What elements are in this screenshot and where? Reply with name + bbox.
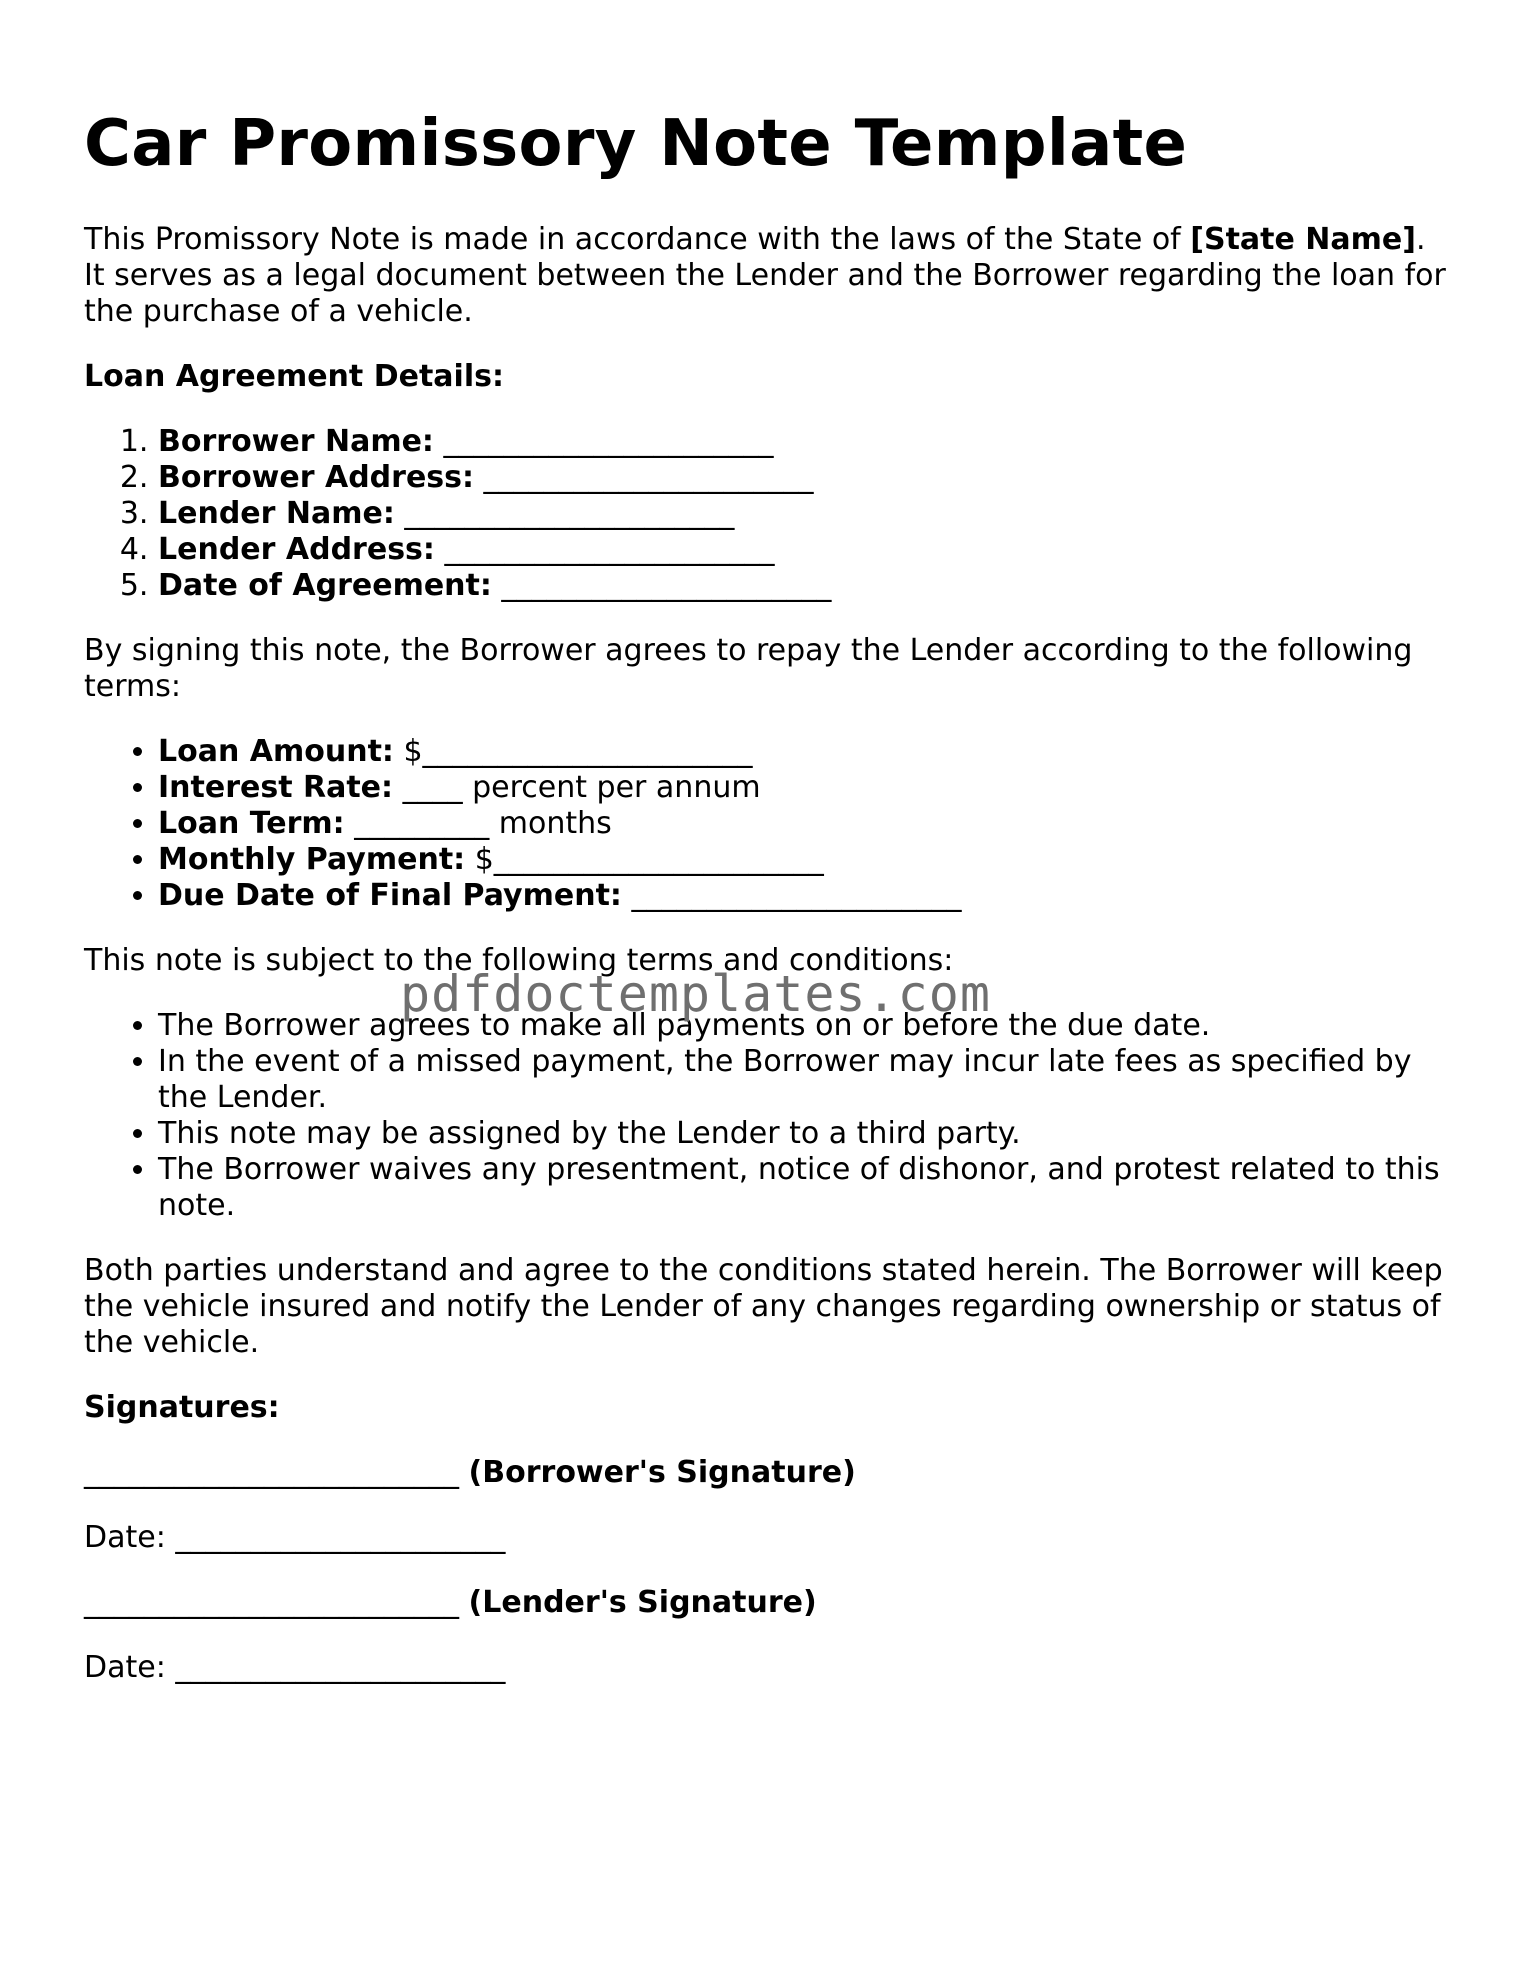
lender-signature-row bbox=[84, 1585, 1454, 1621]
loan-term-item bbox=[158, 770, 1454, 806]
loan-term-value: ____ percent per annum bbox=[402, 770, 761, 805]
lender-date-label: Date: bbox=[84, 1650, 166, 1685]
intro-text-1: This Promissory Note is made in accordance with the laws of the State of bbox=[84, 222, 1191, 257]
loan-term-value: ______________________ bbox=[631, 878, 962, 913]
condition-item: • The Borrower waives any presentment, notice of dishonor, and protest related to this note. bbox=[158, 1152, 1454, 1224]
document-title: Car Promissory Note Template bbox=[84, 107, 1188, 181]
loan-details-list bbox=[84, 424, 1454, 604]
conditions-list bbox=[84, 1008, 1454, 1224]
borrower-signature-label: (Borrower's Signature) bbox=[468, 1455, 856, 1490]
loan-detail-label: Borrower Name: bbox=[158, 424, 434, 459]
loan-detail-label: Date of Agreement: bbox=[158, 568, 492, 603]
loan-term-value: $______________________ bbox=[474, 842, 824, 877]
condition-item: • This note may be assigned by the Lender to a third party. bbox=[158, 1116, 1454, 1152]
repay-intro: By signing this note, the Borrower agrees to repay the Lender according to the following terms: bbox=[84, 633, 1413, 704]
loan-detail-blank: ______________________ bbox=[404, 496, 735, 531]
loan-detail-label: Borrower Address: bbox=[158, 460, 474, 495]
document-page bbox=[84, 104, 1454, 1686]
loan-term-value: _________ months bbox=[354, 806, 612, 841]
loan-detail-item bbox=[158, 532, 1454, 568]
intro-text-2: . It serves as a legal document between the Lender and the Borrower regarding the loan for the purchase of a vehicle. bbox=[84, 222, 1446, 329]
loan-detail-blank: ______________________ bbox=[501, 568, 832, 603]
loan-detail-blank: ______________________ bbox=[443, 424, 774, 459]
lender-signature-line: _________________________ bbox=[84, 1585, 459, 1620]
borrower-date-blank: ______________________ bbox=[175, 1520, 506, 1555]
condition-item: • The Borrower agrees to make all payments on or before the due date. bbox=[158, 1008, 1454, 1044]
lender-date-row bbox=[84, 1650, 1454, 1686]
condition-item: • In the event of a missed payment, the Borrower may incur late fees as specified by the Lender. bbox=[158, 1044, 1454, 1116]
loan-details-heading: Loan Agreement Details: bbox=[84, 359, 504, 394]
loan-detail-blank: ______________________ bbox=[483, 460, 814, 495]
signatures-heading: Signatures: bbox=[84, 1390, 280, 1425]
borrower-signature-line: _________________________ bbox=[84, 1455, 459, 1490]
loan-detail-label: Lender Name: bbox=[158, 496, 395, 531]
loan-term-item bbox=[158, 878, 1454, 914]
loan-term-value: $______________________ bbox=[403, 734, 753, 769]
loan-detail-blank: ______________________ bbox=[444, 532, 775, 567]
closing-paragraph: Both parties understand and agree to the conditions stated herein. The Borrower will keep the vehicle insured and notify the Lender of any changes regarding ownership or status of the vehicle. bbox=[84, 1253, 1443, 1360]
loan-detail-label: Lender Address: bbox=[158, 532, 435, 567]
loan-term-label: Monthly Payment: bbox=[158, 842, 466, 877]
loan-terms-list bbox=[84, 734, 1454, 914]
lender-date-blank: ______________________ bbox=[175, 1650, 506, 1685]
loan-term-item bbox=[158, 842, 1454, 878]
loan-detail-item bbox=[158, 496, 1454, 532]
watermark-text: pdfdoctemplates.com bbox=[400, 965, 991, 1023]
lender-signature-label: (Lender's Signature) bbox=[468, 1585, 817, 1620]
loan-detail-item bbox=[158, 424, 1454, 460]
loan-term-item bbox=[158, 734, 1454, 770]
state-name-placeholder: [State Name] bbox=[1190, 222, 1416, 257]
intro-paragraph bbox=[84, 222, 1454, 330]
borrower-date-label: Date: bbox=[84, 1520, 166, 1555]
loan-term-label: Interest Rate: bbox=[158, 770, 394, 805]
borrower-date-row bbox=[84, 1520, 1454, 1556]
loan-detail-item bbox=[158, 460, 1454, 496]
loan-term-label: Loan Amount: bbox=[158, 734, 394, 769]
loan-detail-item bbox=[158, 568, 1454, 604]
loan-term-label: Loan Term: bbox=[158, 806, 345, 841]
loan-term-item bbox=[158, 806, 1454, 842]
conditions-intro: This note is subject to the following terms and conditions: bbox=[84, 943, 954, 978]
loan-term-label: Due Date of Final Payment: bbox=[158, 878, 622, 913]
borrower-signature-row bbox=[84, 1455, 1454, 1491]
